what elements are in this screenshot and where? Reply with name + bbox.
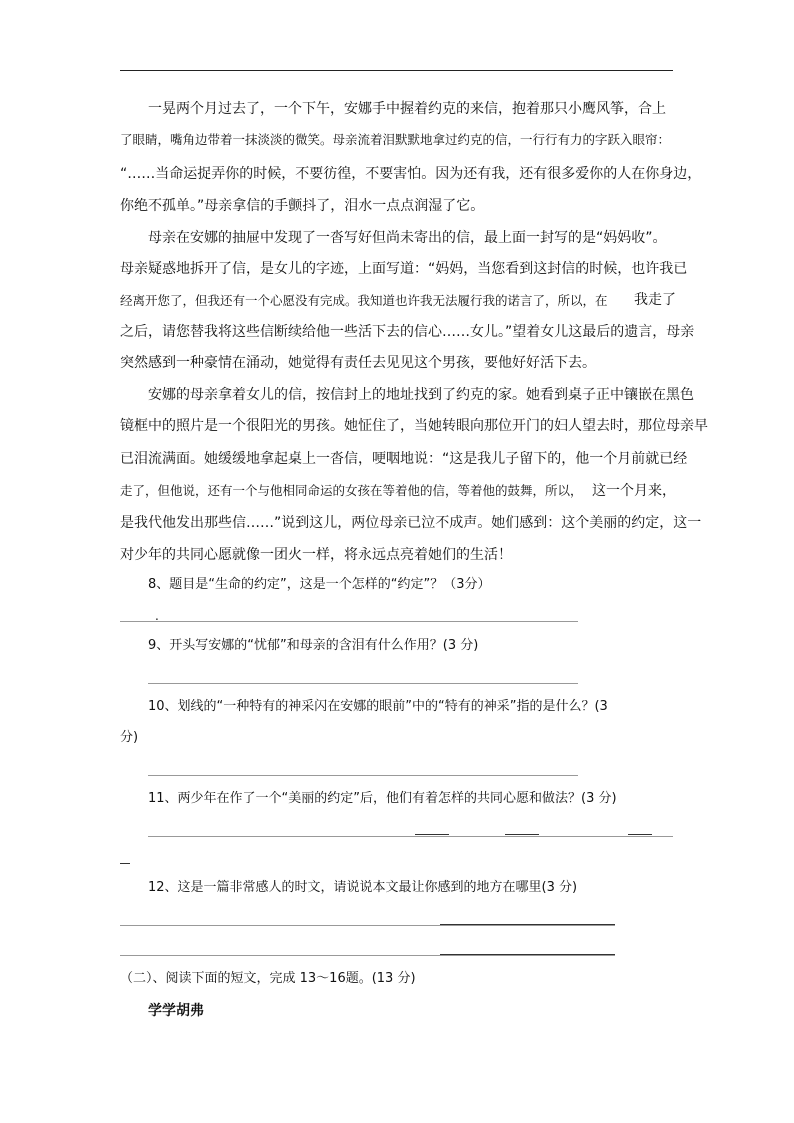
question-9: 9、开头写安娜的“忧郁”和母亲的含泪有什么作用？(3 分) bbox=[148, 638, 479, 653]
header-rule bbox=[120, 70, 673, 71]
passage-line: 母亲疑惑地拆开了信，是女儿的字迹，上面写道：“妈妈，当您看到这封信的时候，也许我已 bbox=[120, 261, 688, 277]
passage-line: 安娜的母亲拿着女儿的信，按信封上的地址找到了约克的家。她看到桌子正中镶嵌在黑色 bbox=[148, 387, 694, 403]
question-10: 10、划线的“一种特有的神采闪在安娜的眼前”中的“特有的神采”指的是什么？(3 bbox=[148, 699, 608, 714]
passage-line: 你绝不孤单。”母亲拿信的手颤抖了，泪水一点点润湿了它。 bbox=[120, 198, 485, 214]
answer-line-11[interactable] bbox=[148, 836, 673, 837]
article-title: 学学胡弗 bbox=[148, 1003, 204, 1019]
question-12: 12、这是一篇非常感人的时文，请说说本文最让你感到的地方在哪里(3 分) bbox=[148, 880, 578, 895]
answer-line-8[interactable] bbox=[120, 621, 578, 622]
answer-segment bbox=[120, 863, 130, 864]
passage-line: 之后，请您替我将这些信断续给他一些活下去的信心……女儿。”望着女儿这最后的遗言，母亲 bbox=[120, 324, 695, 340]
passage-line: 走了，但他说，还有一个与他相同命运的女孩在等着他的信，等着他的鼓舞，所以， bbox=[120, 483, 583, 498]
passage-line: “……当命运捉弄你的时候，不要彷徨，不要害怕。因为还有我，还有很多爱你的人在你身边， bbox=[120, 166, 702, 182]
section-heading: （二）、阅读下面的短文，完成 13～16题。(13 分) bbox=[120, 971, 416, 986]
answer-line-12a[interactable] bbox=[120, 925, 615, 926]
passage-line: 是我代他发出那些信……”说到这儿，两位母亲已泣不成声。她们感到：这个美丽的约定，这一 bbox=[120, 515, 702, 531]
passage-line: 了眼睛，嘴角边带着一抹淡淡的微笑。母亲流着泪默默地拿过约克的信，一行行有力的字跃入眼帘： bbox=[120, 132, 671, 147]
answer-segment bbox=[415, 834, 449, 835]
answer-segment bbox=[440, 954, 615, 955]
passage-line: 母亲在安娜的抽屉中发现了一沓写好但尚未寄出的信，最上面一封写的是“妈妈收”。 bbox=[148, 230, 667, 246]
passage-line: 这一个月来， bbox=[592, 483, 676, 499]
passage-line: 突然感到一种豪情在涌动，她觉得有责任去见见这个男孩，要他好好活下去。 bbox=[120, 355, 596, 371]
question-8: 8、题目是“生命的约定”，这是一个怎样的“约定”？（3分） bbox=[148, 577, 491, 592]
passage-line: 我走了 bbox=[634, 292, 676, 308]
answer-segment bbox=[628, 834, 652, 835]
question-11: 11、两少年在作了一个“美丽的约定”后，他们有着怎样的共同心愿和做法？(3 分) bbox=[148, 791, 617, 806]
passage-line: 一晃两个月过去了，一个下午，安娜手中握着约克的来信，抱着那只小鹰风筝，合上 bbox=[148, 101, 666, 117]
passage-line: 经离开您了，但我还有一个心愿没有完成。我知道也许我无法履行我的诺言了，所以，在 bbox=[120, 293, 608, 308]
question-10-cont: 分) bbox=[120, 730, 139, 745]
answer-segment bbox=[440, 924, 615, 925]
answer-line-12b[interactable] bbox=[120, 955, 615, 956]
answer-line-10[interactable] bbox=[148, 775, 578, 776]
passage-line: 已泪流满面。她缓缓地拿起桌上一沓信，哽咽地说：“这是我儿子留下的，他一个月前就已经 bbox=[120, 451, 688, 467]
passage-line: 对少年的共同心愿就像一团火一样，将永远点亮着她们的生活！ bbox=[120, 547, 512, 563]
answer-line-9[interactable] bbox=[148, 683, 578, 684]
question-8-mark: . bbox=[155, 609, 159, 623]
passage-line: 镜框中的照片是一个很阳光的男孩。她怔住了，当她转眼向那位开门的妇人望去时，那位母亲早 bbox=[120, 418, 708, 434]
answer-segment bbox=[505, 834, 539, 835]
